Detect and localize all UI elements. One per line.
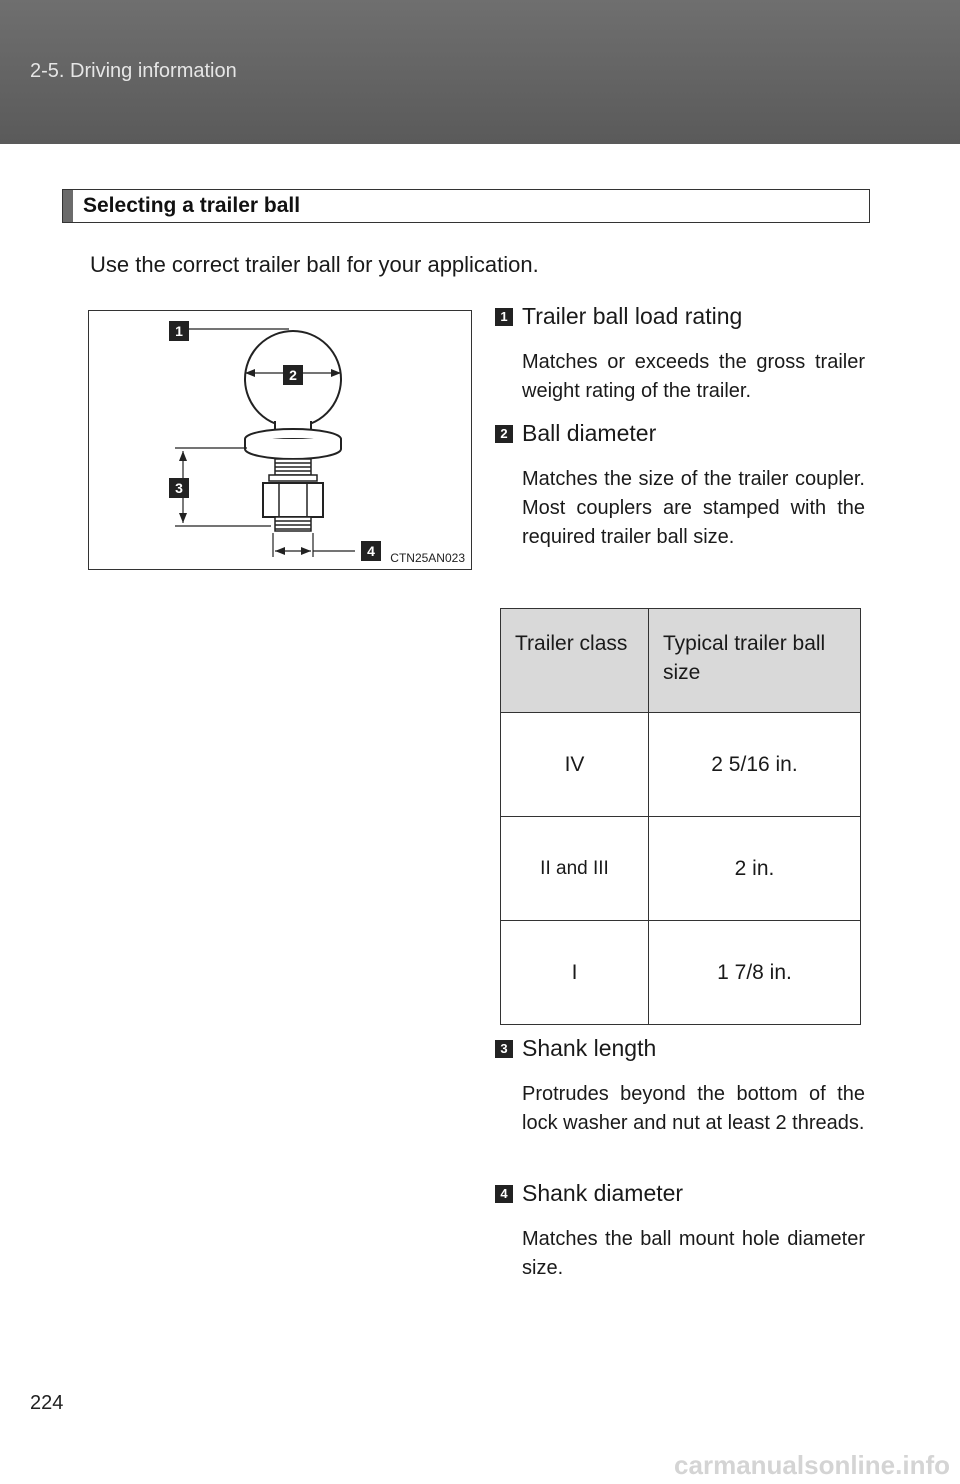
item-1-heading bbox=[495, 303, 742, 330]
item-1-body: Matches or exceeds the gross trailer weight rating of the trailer. bbox=[522, 351, 865, 402]
watermark: carmanualsonline.info bbox=[674, 1450, 950, 1480]
svg-text:2: 2 bbox=[289, 367, 297, 383]
breadcrumb: 2-5. Driving information bbox=[30, 60, 237, 82]
section-accent bbox=[63, 190, 73, 222]
table-header-size: Typical trailer ball size bbox=[649, 609, 861, 713]
table-row bbox=[501, 921, 861, 1025]
trailer-ball-figure bbox=[88, 310, 472, 570]
table-row bbox=[501, 817, 861, 921]
svg-text:4: 4 bbox=[367, 543, 375, 559]
item-3-badge: 3 bbox=[495, 1040, 513, 1058]
svg-text:1: 1 bbox=[175, 323, 183, 339]
svg-text:3: 3 bbox=[175, 480, 183, 496]
item-4-heading bbox=[495, 1180, 683, 1207]
item-3-body: Protrudes beyond the bottom of the lock washer and nut at least 2 threads. bbox=[522, 1083, 865, 1134]
trailer-ball-size-table bbox=[500, 608, 861, 1025]
table-cell-size: 2 in. bbox=[649, 817, 861, 921]
figure-callout-1 bbox=[169, 321, 189, 341]
item-2-body: Matches the size of the trailer coupler. Most couplers are stamped with the required trailer ball size. bbox=[522, 468, 865, 548]
table-cell-size: 2 5/16 in. bbox=[649, 713, 861, 817]
section-title-bar bbox=[62, 189, 870, 223]
item-2-badge: 2 bbox=[495, 425, 513, 443]
figure-callout-3 bbox=[169, 478, 189, 498]
trailer-ball-illustration bbox=[89, 311, 471, 569]
table-header-class: Trailer class bbox=[501, 609, 649, 713]
table-header-row bbox=[501, 609, 861, 713]
shank-threads-lower bbox=[275, 517, 311, 531]
item-3-heading bbox=[495, 1035, 656, 1062]
item-4-body: Matches the ball mount hole diameter size. bbox=[522, 1228, 865, 1279]
item-1-badge: 1 bbox=[495, 308, 513, 326]
figure-callout-2 bbox=[283, 365, 303, 385]
shank-threads-upper bbox=[275, 459, 311, 475]
header-band bbox=[0, 0, 960, 144]
item-2-title: Ball diameter bbox=[522, 420, 657, 446]
item-4-title: Shank diameter bbox=[522, 1180, 684, 1206]
nut-shape bbox=[263, 483, 323, 517]
table-row bbox=[501, 713, 861, 817]
intro-text: Use the correct trailer ball for your application. bbox=[90, 252, 539, 277]
table-cell-class: IV bbox=[501, 713, 649, 817]
page-number: 224 bbox=[30, 1392, 64, 1414]
figure-callout-4 bbox=[361, 541, 381, 561]
table-cell-class: II and III bbox=[501, 817, 649, 921]
table-cell-size: 1 7/8 in. bbox=[649, 921, 861, 1025]
table-cell-class: I bbox=[501, 921, 649, 1025]
item-3-title: Shank length bbox=[522, 1035, 657, 1061]
section-title: Selecting a trailer ball bbox=[83, 194, 301, 217]
figure-code: CTN25AN023 bbox=[390, 551, 465, 565]
item-2-heading bbox=[495, 420, 656, 447]
item-4-badge: 4 bbox=[495, 1185, 513, 1203]
item-1-title: Trailer ball load rating bbox=[522, 303, 743, 329]
